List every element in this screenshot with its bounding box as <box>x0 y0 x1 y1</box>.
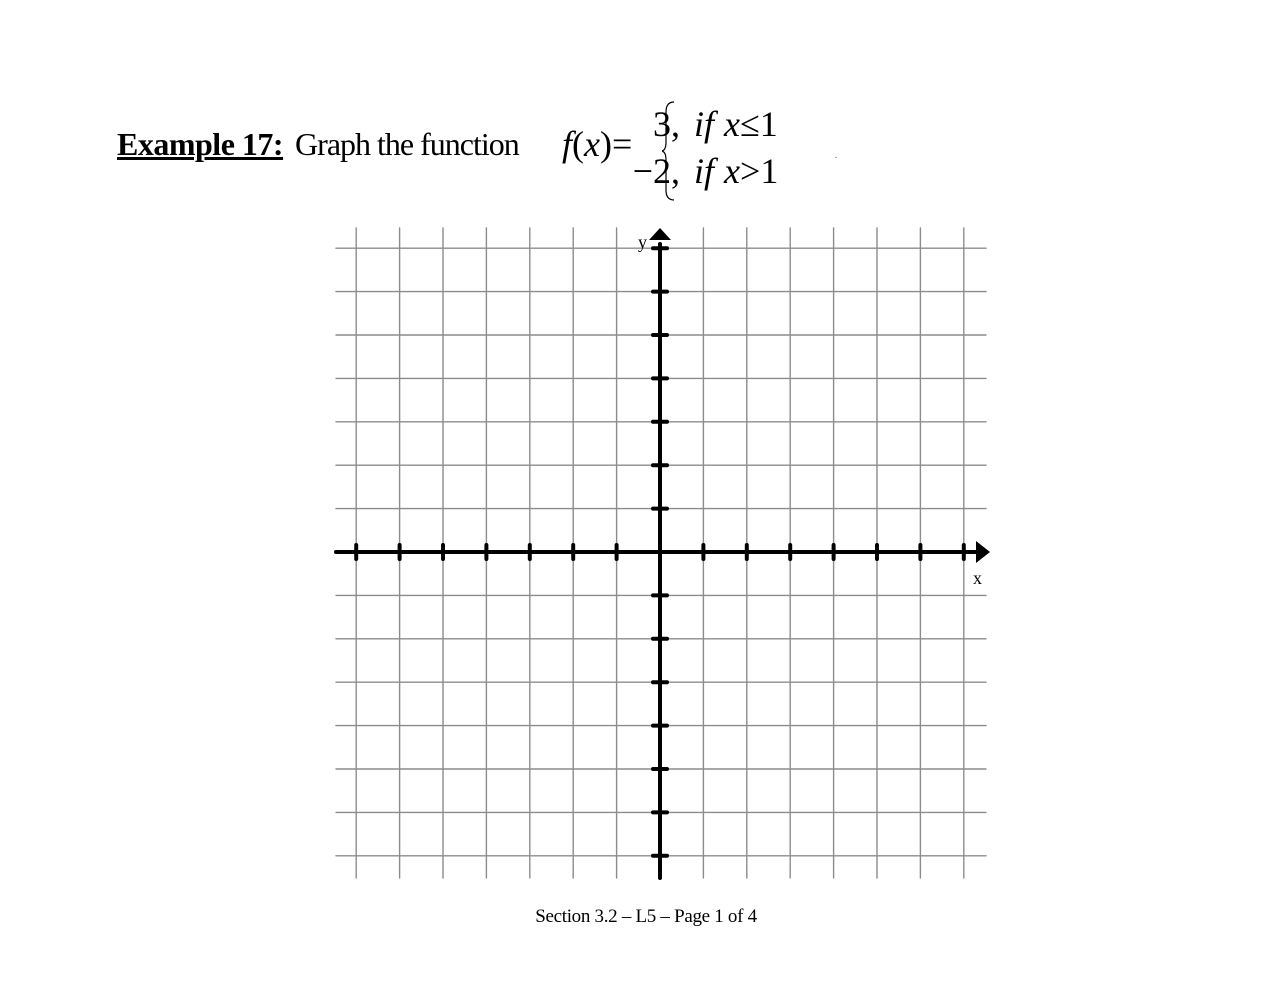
case-2-bound: 1 <box>760 151 779 191</box>
x-axis-arrow <box>976 541 990 563</box>
example-label: Example 17: <box>117 126 284 162</box>
case-1-value: 3, <box>653 104 680 144</box>
case-2-value: −2, <box>632 151 680 191</box>
axes <box>336 228 990 878</box>
page-footer: Section 3.2 – L5 – Page 1 of 4 <box>535 906 757 927</box>
close-paren: ) <box>600 124 612 164</box>
case-1-variable: x <box>724 104 740 144</box>
case-2-variable: x <box>724 151 740 191</box>
function-name: f <box>562 124 573 164</box>
case-2-relation: > <box>740 151 761 191</box>
function-variable: x <box>584 124 600 164</box>
case-2-keyword: if <box>694 151 715 191</box>
x-axis-label: x <box>973 568 982 588</box>
case-1-relation: ≤ <box>740 104 760 144</box>
case-1-bound: 1 <box>759 104 778 144</box>
stray-dot: · <box>834 150 838 164</box>
equals-sign: = <box>612 124 633 164</box>
example-intro: Graph the function <box>295 126 519 162</box>
case-1-keyword: if <box>694 104 715 144</box>
y-axis-label: y <box>638 232 647 252</box>
open-paren: ( <box>572 124 585 164</box>
y-axis-arrow <box>649 228 671 240</box>
